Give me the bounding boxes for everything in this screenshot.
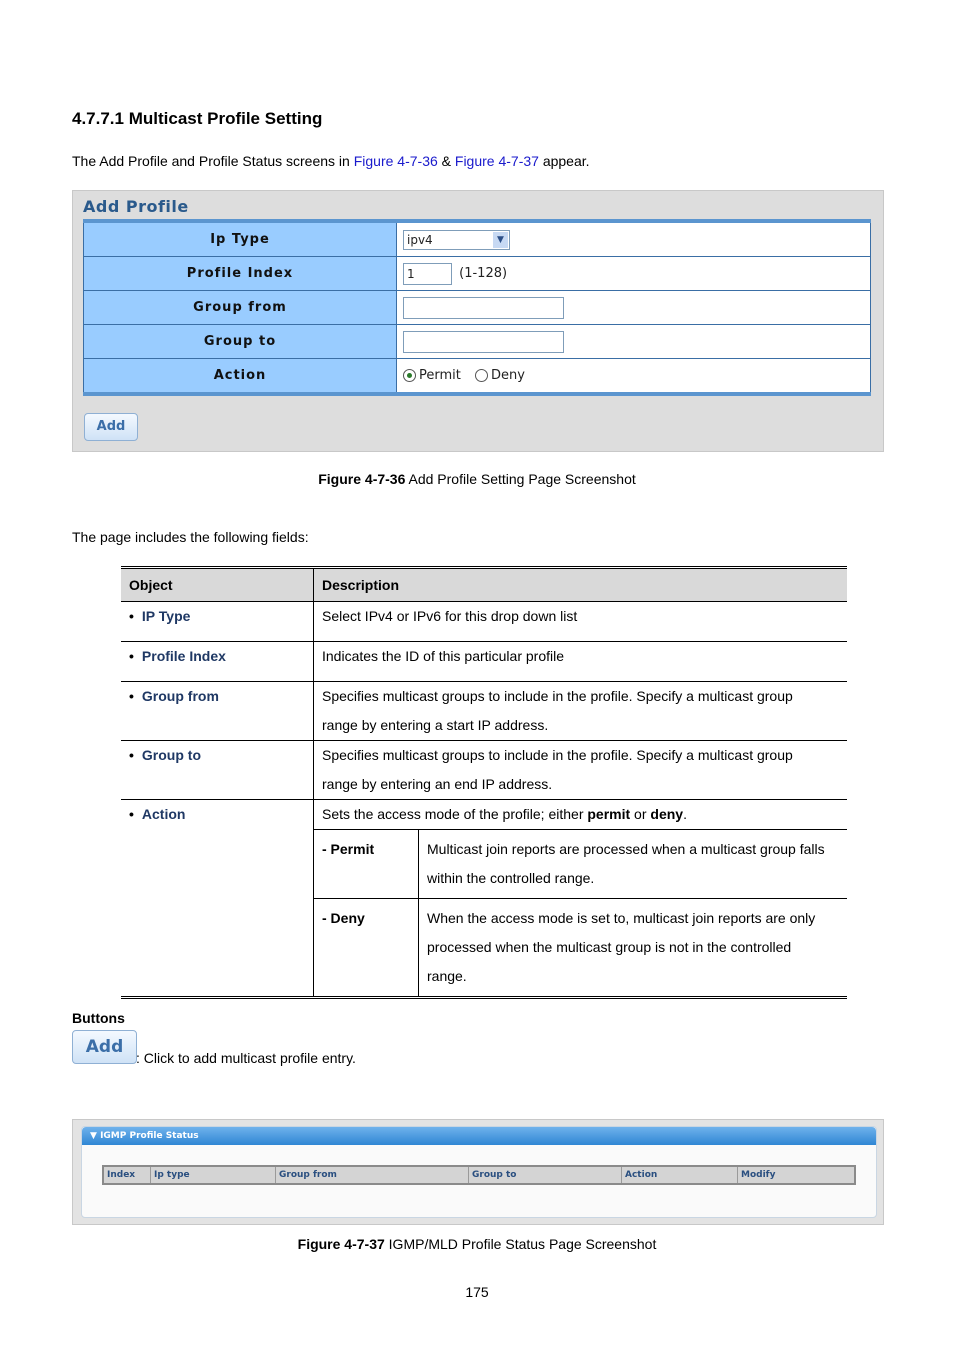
sub-key-deny: - Deny bbox=[314, 899, 419, 997]
add-button-sample[interactable]: Add bbox=[72, 1030, 137, 1064]
table-row: • Group from Specifies multicast groups to include in the profile. Specify a multicast group range by entering a start IP address. bbox=[121, 682, 847, 741]
group-from-input[interactable] bbox=[403, 297, 564, 319]
desc-ip-type: Select IPv4 or IPv6 for this drop down list bbox=[322, 608, 578, 624]
ip-type-value: ipv4 bbox=[407, 232, 433, 247]
profile-index-label: Profile Index bbox=[84, 257, 397, 291]
page-number: 175 bbox=[465, 1284, 489, 1300]
figure-4-7-37-link[interactable]: Figure 4-7-37 bbox=[454, 153, 539, 169]
desc-group-from-line2: range by entering a start IP address. bbox=[322, 717, 549, 733]
desc-profile-index: Indicates the ID of this particular profile bbox=[322, 648, 565, 664]
object-profile-index: Profile Index bbox=[141, 648, 226, 664]
figure-text: Add Profile Setting Page Screenshot bbox=[405, 471, 636, 487]
table-row: • Profile Index Indicates the ID of this particular profile bbox=[121, 642, 847, 682]
col-group-from: Group from bbox=[276, 1166, 469, 1184]
add-profile-title: Add Profile bbox=[83, 197, 189, 216]
col-action: Action bbox=[622, 1166, 738, 1184]
collapse-icon[interactable]: ▼ bbox=[90, 1131, 97, 1141]
desc-group-from-line1: Specifies multicast groups to include in the profile. Specify a multicast group bbox=[322, 688, 793, 704]
deny-radio-label: Deny bbox=[491, 368, 525, 383]
profile-status-table bbox=[102, 1165, 856, 1185]
sub-key-permit: - Permit bbox=[314, 830, 419, 899]
add-button[interactable]: Add bbox=[84, 413, 138, 441]
section-heading: 4.7.7.1 Multicast Profile Setting bbox=[72, 109, 323, 128]
sub-deny-line2: processed when the multicast group is not in the controlled bbox=[427, 939, 792, 955]
desc-action-permit: permit bbox=[587, 806, 631, 822]
desc-action-or: or bbox=[630, 806, 651, 822]
figure2-text: IGMP/MLD Profile Status Page Screenshot bbox=[384, 1236, 657, 1252]
desc-action-dot: . bbox=[683, 806, 687, 822]
add-button-description: : Click to add multicast profile entry. bbox=[136, 1050, 356, 1066]
object-group-to: Group to bbox=[141, 747, 202, 763]
figure-4-7-37-caption bbox=[0, 1236, 954, 1252]
profile-status-screenshot bbox=[72, 1119, 884, 1225]
col-index: Index bbox=[103, 1166, 151, 1184]
table-row: • Action Sets the access mode of the profile; either permit or deny. - Permit Multicast join reports are processed when a multicast group falls within the controlled range. - Deny When the access mode is set to, multicast join reports are only processed when the multicast group is not in the controlled range. bbox=[121, 800, 847, 998]
sub-deny-line3: range. bbox=[427, 968, 467, 984]
object-ip-type: IP Type bbox=[141, 608, 191, 624]
desc-action-pre: Sets the access mode of the profile; either bbox=[322, 806, 588, 822]
group-to-input[interactable] bbox=[403, 331, 564, 353]
deny-radio[interactable] bbox=[475, 369, 488, 382]
description-column-header: Description bbox=[314, 568, 848, 602]
col-group-to: Group to bbox=[469, 1166, 622, 1184]
permit-radio-label: Permit bbox=[419, 368, 461, 383]
table-row: • Group to Specifies multicast groups to include in the profile. Specify a multicast group range by entering an end IP address. bbox=[121, 741, 847, 800]
intro-post: appear. bbox=[538, 153, 590, 169]
fields-intro: The page includes the following fields: bbox=[72, 529, 309, 545]
table-row: • IP Type Select IPv4 or IPv6 for this drop down list bbox=[121, 602, 847, 642]
object-group-from: Group from bbox=[141, 688, 219, 704]
action-subtable bbox=[314, 829, 847, 996]
group-from-label: Group from bbox=[84, 291, 397, 325]
add-profile-form bbox=[83, 219, 871, 396]
col-modify: Modify bbox=[738, 1166, 856, 1184]
profile-status-header[interactable] bbox=[82, 1127, 876, 1145]
sub-deny-line1: When the access mode is set to, multicast join reports are only bbox=[427, 910, 816, 926]
sub-permit-line1: Multicast join reports are processed when a multicast group falls bbox=[427, 841, 825, 857]
profile-index-input[interactable]: 1 bbox=[403, 263, 452, 285]
figure2-number: Figure 4-7-37 bbox=[297, 1236, 385, 1252]
sub-permit-line2: within the controlled range. bbox=[427, 870, 595, 886]
permit-radio[interactable] bbox=[403, 369, 416, 382]
desc-action-deny: deny bbox=[650, 806, 684, 822]
intro-paragraph bbox=[72, 153, 590, 169]
add-profile-screenshot bbox=[72, 190, 884, 452]
desc-group-to-line2: range by entering an end IP address. bbox=[322, 776, 553, 792]
object-column-header: Object bbox=[121, 568, 314, 602]
intro-pre: The Add Profile and Profile Status screens in bbox=[72, 153, 354, 169]
group-to-label: Group to bbox=[84, 325, 397, 359]
ip-type-label: Ip Type bbox=[84, 221, 397, 257]
action-label: Action bbox=[84, 359, 397, 395]
figure-4-7-36-caption bbox=[0, 471, 954, 487]
chevron-down-icon[interactable]: ▼ bbox=[493, 232, 508, 248]
profile-status-title: IGMP Profile Status bbox=[100, 1131, 199, 1141]
buttons-heading: Buttons bbox=[72, 1010, 125, 1026]
col-ip-type: Ip type bbox=[151, 1166, 276, 1184]
object-action: Action bbox=[141, 806, 186, 822]
figure-number: Figure 4-7-36 bbox=[318, 471, 406, 487]
figure-4-7-36-link[interactable]: Figure 4-7-36 bbox=[353, 153, 438, 169]
profile-index-hint: (1-128) bbox=[459, 266, 508, 281]
intro-mid: & bbox=[437, 153, 455, 169]
fields-table bbox=[121, 566, 847, 999]
desc-action bbox=[314, 800, 847, 829]
ip-type-select[interactable] bbox=[403, 230, 510, 250]
profile-status-panel bbox=[81, 1126, 877, 1218]
desc-group-to-line1: Specifies multicast groups to include in the profile. Specify a multicast group bbox=[322, 747, 793, 763]
